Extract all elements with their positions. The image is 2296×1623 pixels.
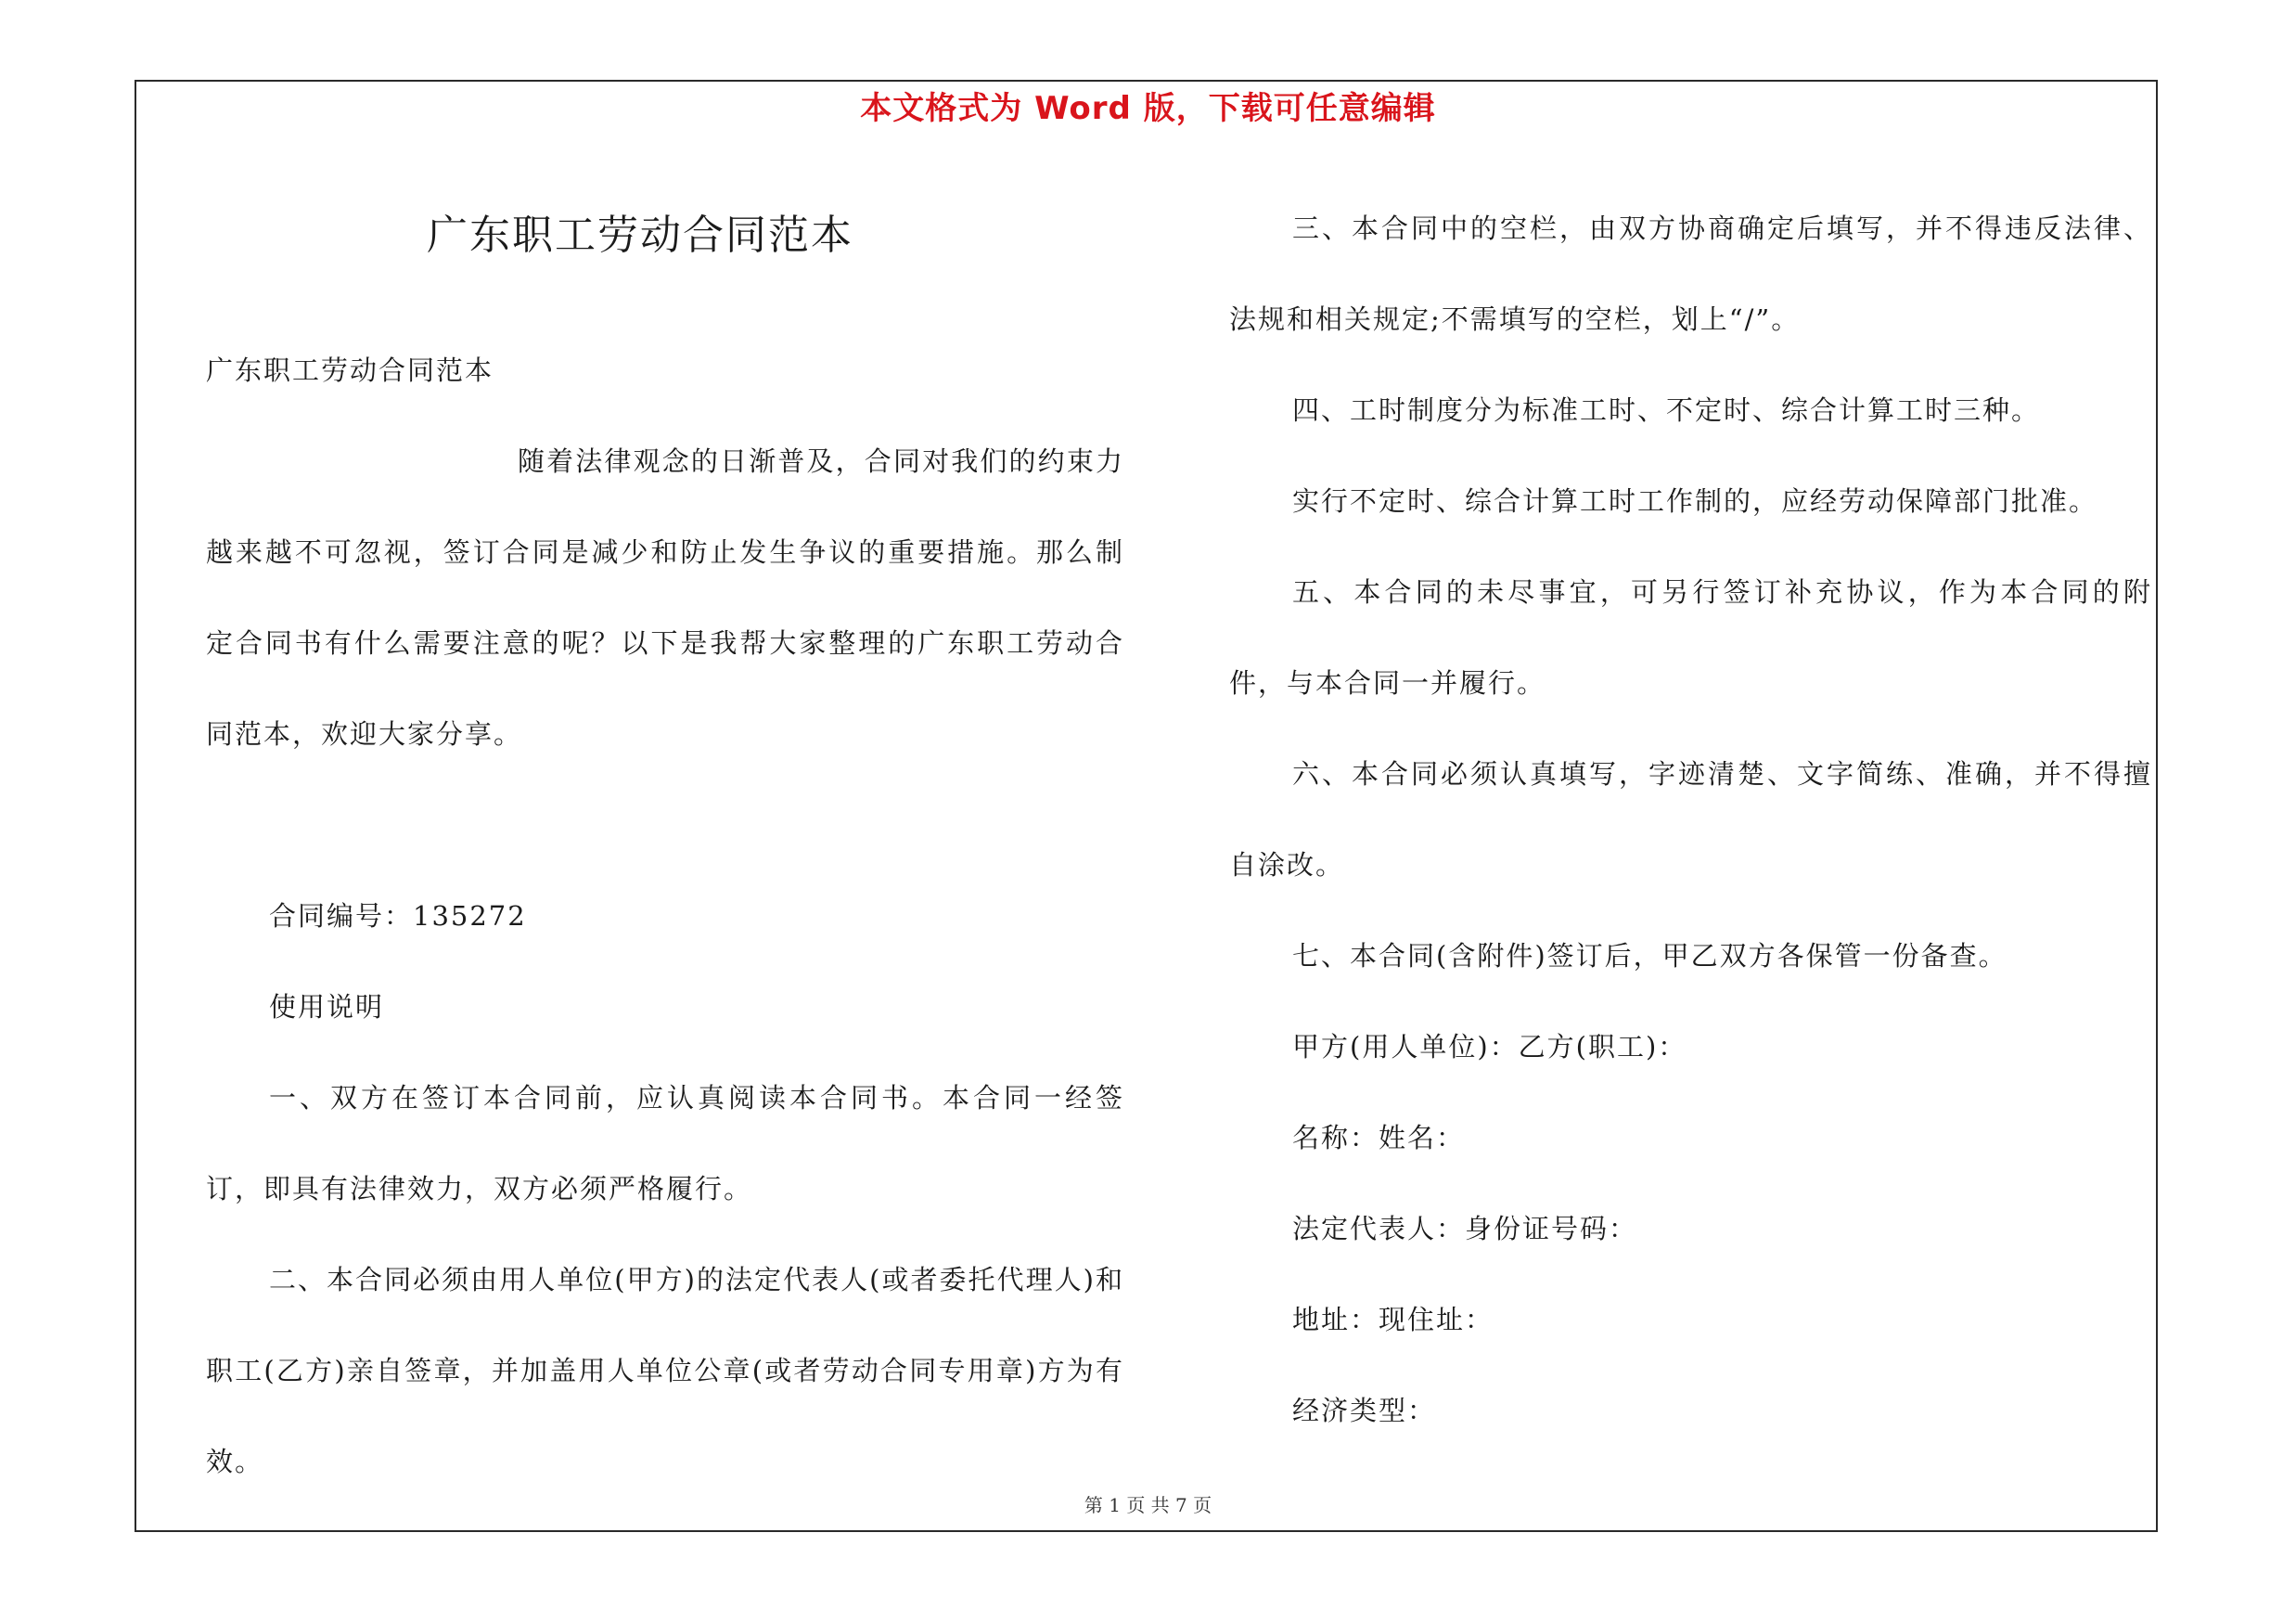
document-title: 广东职工劳动合同范本 <box>427 212 853 259</box>
usage-item-6: 六、本合同必须认真填写，字迹清楚、文字简练、准确，并不得擅自涂改。 <box>1229 758 2152 881</box>
usage-item-4-note: 实行不定时、综合计算工时工作制的，应经劳动保障部门批准。 <box>1292 485 2098 517</box>
representative-line: 法定代表人：身份证号码： <box>1292 1213 1638 1244</box>
usage-item-5: 五、本合同的未尽事宜，可另行签订补充协议，作为本合同的附件，与本合同一并履行。 <box>1229 576 2152 699</box>
usage-item-1: 一、双方在签订本合同前，应认真阅读本合同书。本合同一经签订，即具有法律效力，双方必须严格履行。 <box>206 1082 1124 1204</box>
spacer <box>206 779 1124 870</box>
right-column <box>1229 183 2152 1456</box>
contract-number: 合同编号：135272 <box>269 900 527 932</box>
subtitle: 广东职工劳动合同范本 <box>206 354 494 386</box>
economic-type-line: 经济类型： <box>1292 1395 1437 1426</box>
usage-heading: 使用说明 <box>269 991 385 1023</box>
usage-item-2: 二、本合同必须由用人单位(甲方)的法定代表人(或者委托代理人)和职工(乙方)亲自签章，并加盖用人单位公章(或者劳动合同专用章)方为有效。 <box>206 1264 1124 1477</box>
left-column <box>206 325 1124 1507</box>
usage-item-4: 四、工时制度分为标准工时、不定时、综合计算工时三种。 <box>1292 394 2041 426</box>
intro-paragraph: 随着法律观念的日渐普及，合同对我们的约束力越来越不可忽视，签订合同是减少和防止发生争议的重要措施。那么制定合同书有什么需要注意的呢？以下是我帮大家整理的广东职工劳动合同范本，欢迎大家分享。 <box>206 445 1124 750</box>
name-line: 名称：姓名： <box>1292 1122 1466 1153</box>
address-line: 地址：现住址： <box>1292 1304 1494 1335</box>
parties-line: 甲方(用人单位)：乙方(职工)： <box>1292 1031 1687 1063</box>
usage-item-3: 三、本合同中的空栏，由双方协商确定后填写，并不得违反法律、法规和相关规定;不需填写的空栏，划上“/”。 <box>1229 213 2152 335</box>
format-banner: 本文格式为 Word 版，下载可任意编辑 <box>860 90 1436 127</box>
usage-item-7: 七、本合同(含附件)签订后，甲乙双方各保管一份备查。 <box>1292 940 2007 972</box>
page-number: 第 1 页 共 7 页 <box>1084 1494 1212 1516</box>
